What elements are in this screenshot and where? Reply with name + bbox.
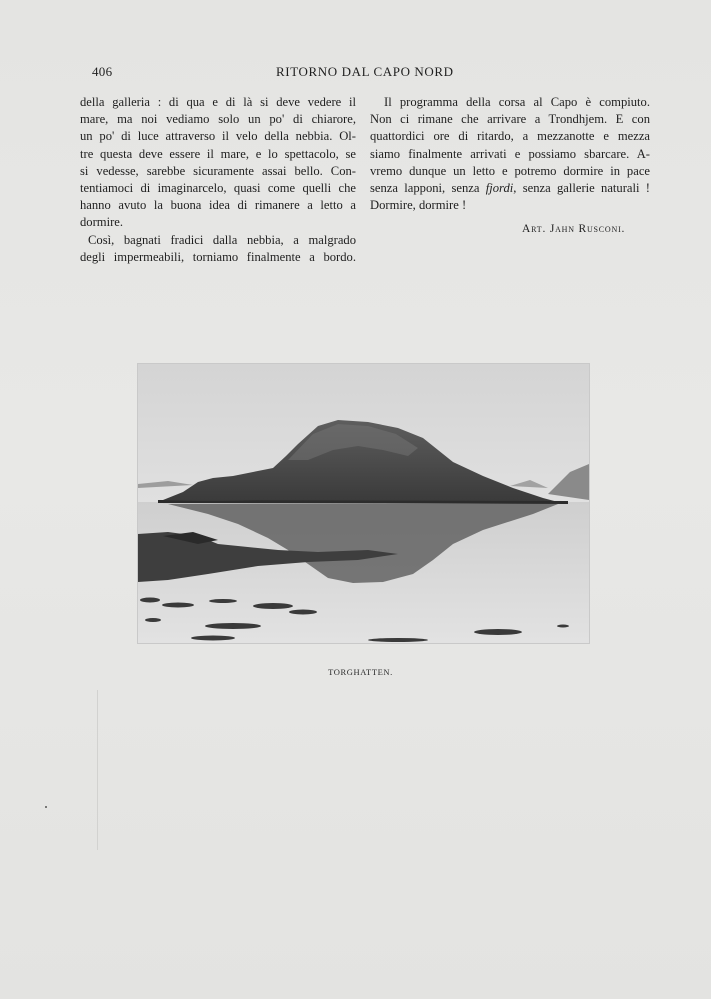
text-line: dormire. [80,215,124,230]
text-line: vremo dunque un letto e potremo dormire in pace [370,163,650,178]
torghatten-photograph [137,363,590,644]
print-speck [45,806,47,808]
text-line: senza lapponi, senza fjordi, senza gallerie naturali ! [370,181,650,196]
text-line: della galleria : di qua e di là si deve vedere il [80,95,356,109]
text-line: Così, bagnati fradici dalla nebbia, a malgrado [88,232,356,247]
signature-prefix: Art. [522,223,547,235]
text-line: Il programma della corsa al Capo è compiuto. [384,95,650,109]
text-line: hanno avuto la buona idea di rimanere a letto a [80,198,356,213]
text-line: degli impermeabili, torniamo finalmente a bordo. [80,249,356,264]
page-fold-shadow [97,690,98,850]
photo-illustration [138,364,589,643]
text-line: si vedesse, sarebbe sicuramente assai bello. Con- [80,163,356,178]
text-line: quattordici ore di ritardo, a mezzanotte e mezza [370,129,650,144]
text-line: siamo finalmente arrivati e possiamo sbarcare. A- [370,146,650,161]
text-line: Dormire, dormire ! [370,198,467,213]
right-text-column [370,94,650,214]
italic-word: fjordi [485,181,514,196]
text-line: Non ci rimane che arrivare a Trondhjem. E con [370,112,650,127]
text-line: mare, ma noi vediamo solo un po' di chiarore, [80,112,356,127]
running-title: RITORNO DAL CAPO NORD [276,64,454,79]
text-line: tentiamoci di imaginarcelo, quasi come quelli che [80,181,356,196]
signature-name: Jahn Rusconi. [549,223,626,235]
text-line: un po' di luce attraverso il velo della nebbia. Ol- [80,129,356,144]
left-text-column [80,94,356,266]
page-number: 406 [92,64,113,79]
text-line: tre questa deve essere il mare, e lo spettacolo, se [80,146,356,161]
figure-caption: TORGHATTEN. [328,667,393,677]
author-signature [522,223,625,235]
